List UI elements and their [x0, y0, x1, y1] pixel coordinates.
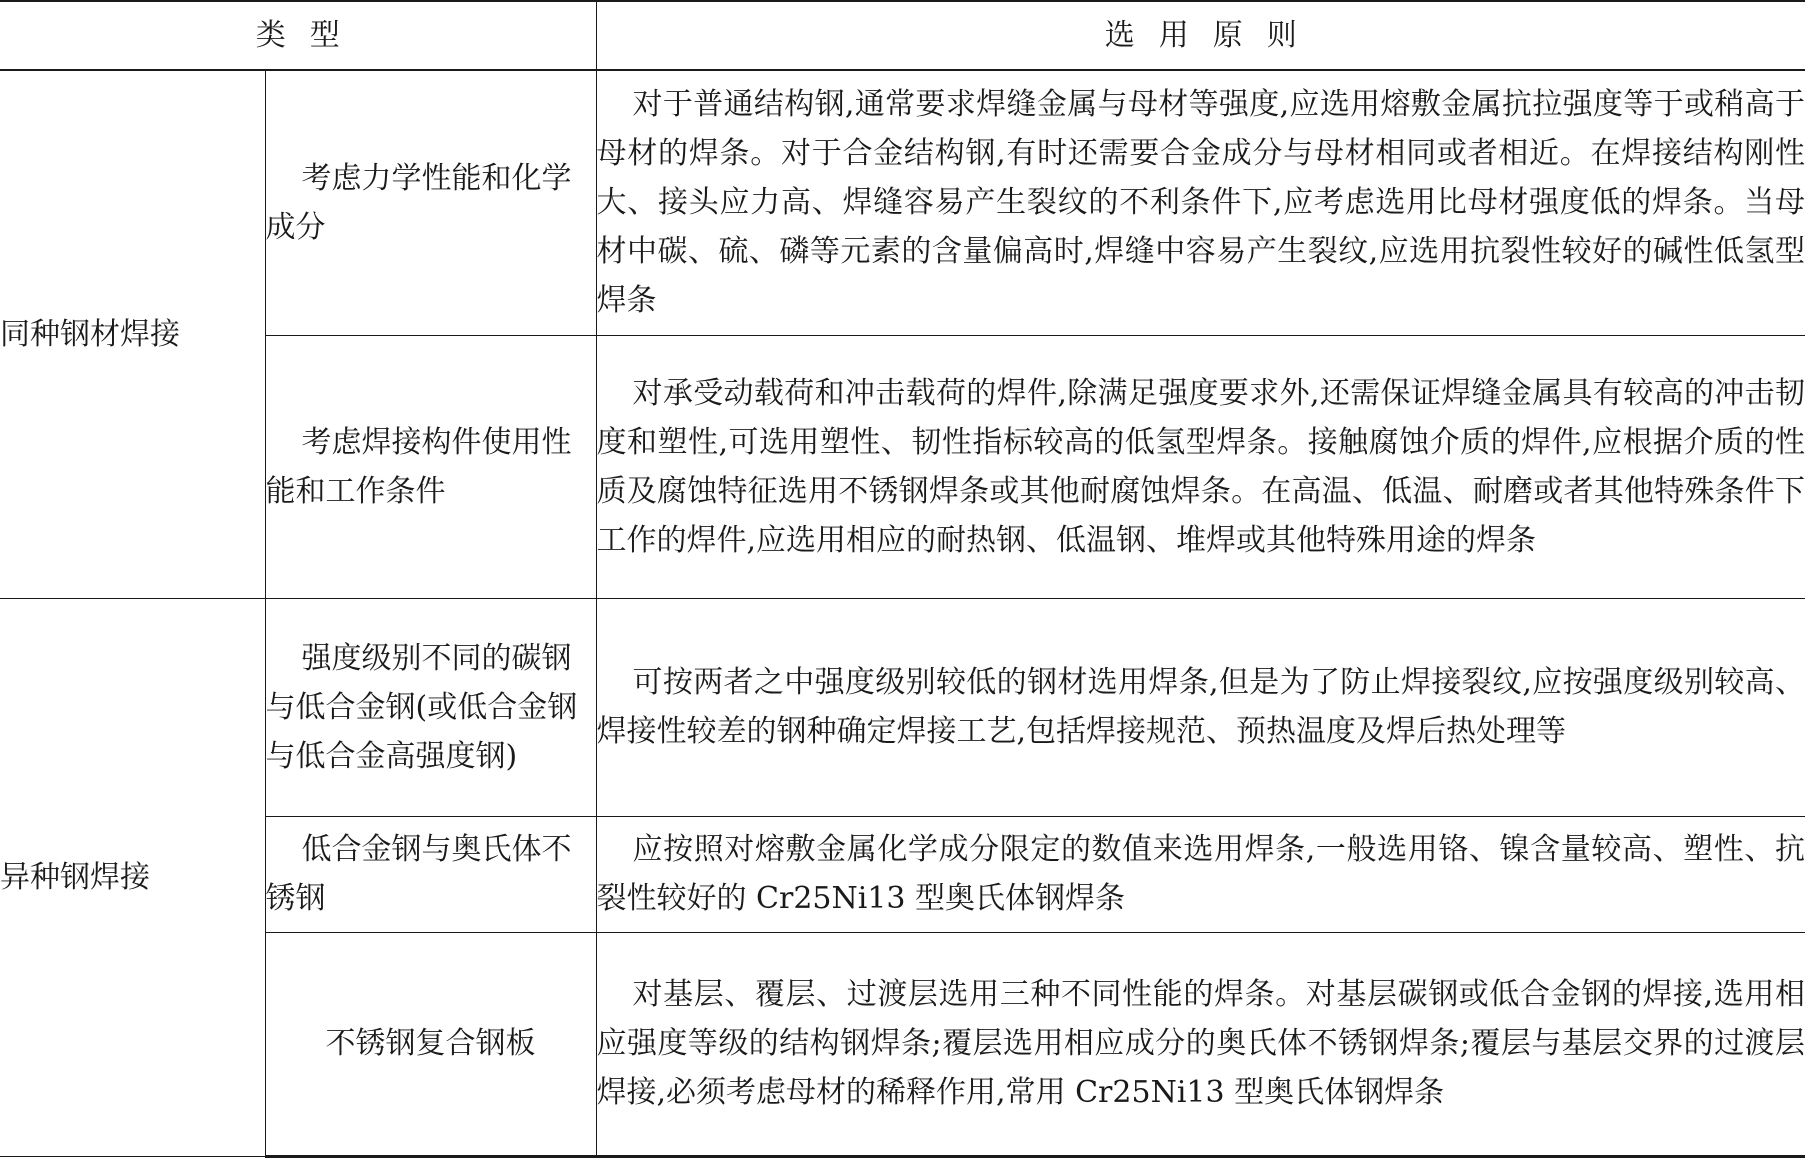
- group-same-steel: 同种钢材焊接: [0, 70, 265, 598]
- principle-cell: 应按照对熔敷金属化学成分限定的数值来选用焊条,一般选用铬、镍含量较高、塑性、抗裂性较好的 Cr25Ni13 型奥氏体钢焊条: [596, 816, 1805, 932]
- subtype-cell: 强度级别不同的碳钢与低合金钢(或低合金钢与低合金高强度钢): [265, 598, 596, 816]
- subtype-cell: 低合金钢与奥氏体不锈钢: [265, 816, 596, 932]
- subtype-cell: 不锈钢复合钢板: [265, 932, 596, 1156]
- group-dissimilar-steel: 异种钢焊接: [0, 598, 265, 1156]
- table-row: [0, 70, 1805, 335]
- table-row: [0, 335, 1805, 598]
- table-row: [0, 598, 1805, 816]
- subtype-cell: 考虑焊接构件使用性能和工作条件: [265, 335, 596, 598]
- table-header-row: [0, 1, 1805, 70]
- principle-cell: 可按两者之中强度级别较低的钢材选用焊条,但是为了防止焊接裂纹,应按强度级别较高、焊接性较差的钢种确定焊接工艺,包括焊接规范、预热温度及焊后热处理等: [596, 598, 1805, 816]
- header-type: 类型: [0, 1, 596, 70]
- principle-cell: 对承受动载荷和冲击载荷的焊件,除满足强度要求外,还需保证焊缝金属具有较高的冲击韧度和塑性,可选用塑性、韧性指标较高的低氢型焊条。接触腐蚀介质的焊件,应根据介质的性质及腐蚀特征选用不锈钢焊条或其他耐腐蚀焊条。在高温、低温、耐磨或者其他特殊条件下工作的焊件,应选用相应的耐热钢、低温钢、堆焊或其他特殊用途的焊条: [596, 335, 1805, 598]
- table-row: [0, 932, 1805, 1156]
- subtype-cell: 考虑力学性能和化学成分: [265, 70, 596, 335]
- principle-cell: 对基层、覆层、过渡层选用三种不同性能的焊条。对基层碳钢或低合金钢的焊接,选用相应强度等级的结构钢焊条;覆层选用相应成分的奥氏体不锈钢焊条;覆层与基层交界的过渡层焊接,必须考虑母材的稀释作用,常用 Cr25Ni13 型奥氏体钢焊条: [596, 932, 1805, 1156]
- table-row: [0, 816, 1805, 932]
- principle-cell: 对于普通结构钢,通常要求焊缝金属与母材等强度,应选用熔敷金属抗拉强度等于或稍高于母材的焊条。对于合金结构钢,有时还需要合金成分与母材相同或者相近。在焊接结构刚性大、接头应力高、焊缝容易产生裂纹的不利条件下,应考虑选用比母材强度低的焊条。当母材中碳、硫、磷等元素的含量偏高时,焊缝中容易产生裂纹,应选用抗裂性较好的碱性低氢型焊条: [596, 70, 1805, 335]
- header-principle: 选用原则: [596, 1, 1805, 70]
